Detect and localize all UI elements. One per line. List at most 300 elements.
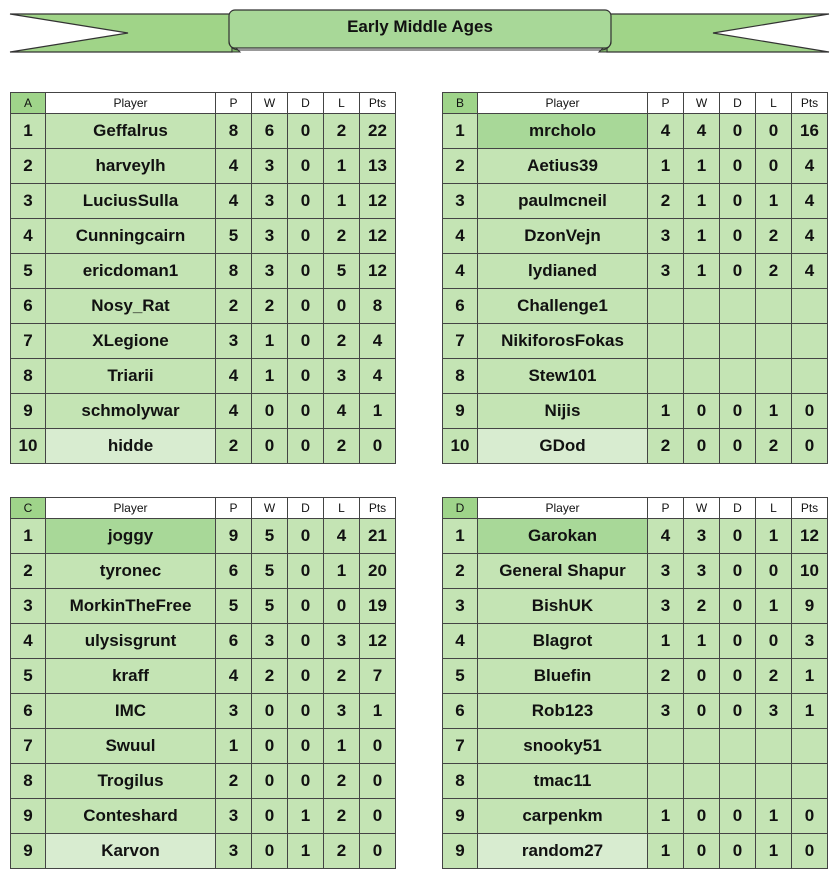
losses-cell: 4 <box>324 519 360 554</box>
title-banner <box>0 0 839 64</box>
col-player-header: Player <box>46 498 216 519</box>
rank-cell: 6 <box>443 289 478 324</box>
played-cell <box>648 359 684 394</box>
player-name: NikiforosFokas <box>478 324 648 359</box>
rank-cell: 4 <box>11 219 46 254</box>
player-name: hidde <box>46 429 216 464</box>
col-p-header: P <box>648 93 684 114</box>
rank-cell: 9 <box>443 394 478 429</box>
losses-cell: 3 <box>324 694 360 729</box>
played-cell <box>648 289 684 324</box>
group-letter: B <box>443 93 478 114</box>
rank-cell: 4 <box>443 624 478 659</box>
col-d-header: D <box>288 93 324 114</box>
points-cell: 4 <box>792 149 828 184</box>
points-cell: 1 <box>360 394 396 429</box>
rank-cell: 10 <box>11 429 46 464</box>
played-cell: 6 <box>216 624 252 659</box>
draws-cell: 0 <box>288 184 324 219</box>
wins-cell: 0 <box>252 729 288 764</box>
played-cell: 3 <box>648 254 684 289</box>
table-row <box>443 659 828 694</box>
points-cell: 1 <box>792 694 828 729</box>
points-cell: 4 <box>792 184 828 219</box>
wins-cell: 3 <box>252 254 288 289</box>
rank-cell: 3 <box>443 184 478 219</box>
table-row <box>443 289 828 324</box>
table-row <box>443 554 828 589</box>
player-name: ulysisgrunt <box>46 624 216 659</box>
col-player-header: Player <box>478 93 648 114</box>
player-name: Rob123 <box>478 694 648 729</box>
table-row <box>11 624 396 659</box>
played-cell: 9 <box>216 519 252 554</box>
draws-cell: 0 <box>288 394 324 429</box>
points-cell: 12 <box>360 624 396 659</box>
col-l-header: L <box>324 498 360 519</box>
played-cell: 2 <box>216 289 252 324</box>
losses-cell: 1 <box>756 834 792 869</box>
rank-cell: 10 <box>443 429 478 464</box>
played-cell <box>648 729 684 764</box>
draws-cell: 0 <box>720 219 756 254</box>
player-name: harveylh <box>46 149 216 184</box>
wins-cell: 2 <box>684 589 720 624</box>
played-cell <box>648 324 684 359</box>
table-row <box>443 149 828 184</box>
player-name: snooky51 <box>478 729 648 764</box>
col-p-header: P <box>216 498 252 519</box>
player-name: paulmcneil <box>478 184 648 219</box>
header-row <box>11 498 396 519</box>
wins-cell: 3 <box>252 219 288 254</box>
played-cell: 8 <box>216 114 252 149</box>
table-row <box>443 799 828 834</box>
points-cell: 10 <box>792 554 828 589</box>
header-row <box>443 498 828 519</box>
losses-cell: 2 <box>756 219 792 254</box>
table-row <box>443 589 828 624</box>
draws-cell: 0 <box>288 764 324 799</box>
wins-cell: 6 <box>252 114 288 149</box>
played-cell: 5 <box>216 589 252 624</box>
points-cell: 3 <box>792 624 828 659</box>
rank-cell: 2 <box>11 554 46 589</box>
table-row <box>443 694 828 729</box>
table-row <box>11 764 396 799</box>
losses-cell: 0 <box>756 114 792 149</box>
col-d-header: D <box>720 93 756 114</box>
wins-cell: 3 <box>684 554 720 589</box>
rank-cell: 6 <box>11 289 46 324</box>
losses-cell: 0 <box>756 624 792 659</box>
player-name: Aetius39 <box>478 149 648 184</box>
losses-cell <box>756 359 792 394</box>
player-name: Blagrot <box>478 624 648 659</box>
player-name: ericdoman1 <box>46 254 216 289</box>
played-cell: 4 <box>216 184 252 219</box>
played-cell: 1 <box>648 834 684 869</box>
table-row <box>11 589 396 624</box>
draws-cell: 0 <box>288 359 324 394</box>
points-cell: 1 <box>360 694 396 729</box>
table-row <box>443 324 828 359</box>
losses-cell: 2 <box>324 324 360 359</box>
played-cell: 3 <box>216 694 252 729</box>
wins-cell: 1 <box>684 184 720 219</box>
losses-cell: 2 <box>324 429 360 464</box>
played-cell: 1 <box>648 799 684 834</box>
draws-cell <box>720 359 756 394</box>
table-row <box>11 254 396 289</box>
player-name: kraff <box>46 659 216 694</box>
player-name: DzonVejn <box>478 219 648 254</box>
rank-cell: 8 <box>11 359 46 394</box>
draws-cell: 0 <box>288 519 324 554</box>
wins-cell: 1 <box>684 254 720 289</box>
losses-cell: 1 <box>324 184 360 219</box>
losses-cell <box>756 764 792 799</box>
draws-cell: 0 <box>720 694 756 729</box>
table-row <box>443 834 828 869</box>
played-cell: 3 <box>648 554 684 589</box>
col-p-header: P <box>648 498 684 519</box>
player-name: schmolywar <box>46 394 216 429</box>
col-p-header: P <box>216 93 252 114</box>
wins-cell: 0 <box>252 799 288 834</box>
losses-cell: 2 <box>756 659 792 694</box>
col-pts-header: Pts <box>792 93 828 114</box>
points-cell: 8 <box>360 289 396 324</box>
points-cell <box>792 729 828 764</box>
draws-cell: 0 <box>720 149 756 184</box>
losses-cell: 3 <box>324 624 360 659</box>
wins-cell: 3 <box>252 624 288 659</box>
player-name: Challenge1 <box>478 289 648 324</box>
player-name: Triarii <box>46 359 216 394</box>
player-name: BishUK <box>478 589 648 624</box>
losses-cell: 1 <box>324 729 360 764</box>
losses-cell: 1 <box>756 519 792 554</box>
losses-cell <box>756 729 792 764</box>
draws-cell <box>720 764 756 799</box>
rank-cell: 2 <box>443 554 478 589</box>
player-name: tyronec <box>46 554 216 589</box>
col-l-header: L <box>756 498 792 519</box>
draws-cell: 0 <box>720 834 756 869</box>
draws-cell: 0 <box>288 729 324 764</box>
wins-cell: 2 <box>252 659 288 694</box>
draws-cell: 0 <box>720 589 756 624</box>
losses-cell: 0 <box>756 554 792 589</box>
draws-cell: 1 <box>288 834 324 869</box>
wins-cell: 3 <box>252 184 288 219</box>
played-cell: 2 <box>216 764 252 799</box>
group-d-table <box>442 497 828 869</box>
points-cell: 20 <box>360 554 396 589</box>
table-row <box>11 149 396 184</box>
played-cell: 1 <box>648 394 684 429</box>
draws-cell: 0 <box>288 429 324 464</box>
table-row <box>11 694 396 729</box>
player-name: Geffalrus <box>46 114 216 149</box>
points-cell: 16 <box>792 114 828 149</box>
points-cell: 1 <box>792 659 828 694</box>
rank-cell: 7 <box>443 324 478 359</box>
table-row <box>11 429 396 464</box>
table-row <box>443 114 828 149</box>
draws-cell: 0 <box>288 289 324 324</box>
losses-cell: 0 <box>324 589 360 624</box>
points-cell: 0 <box>360 834 396 869</box>
wins-cell: 0 <box>252 694 288 729</box>
points-cell: 4 <box>360 324 396 359</box>
col-w-header: W <box>684 498 720 519</box>
rank-cell: 8 <box>443 764 478 799</box>
losses-cell: 2 <box>324 799 360 834</box>
draws-cell: 1 <box>288 799 324 834</box>
losses-cell <box>756 324 792 359</box>
losses-cell: 1 <box>756 589 792 624</box>
losses-cell: 1 <box>756 394 792 429</box>
draws-cell: 0 <box>720 429 756 464</box>
draws-cell <box>720 289 756 324</box>
rank-cell: 4 <box>443 219 478 254</box>
points-cell: 12 <box>360 219 396 254</box>
draws-cell: 0 <box>720 554 756 589</box>
points-cell: 0 <box>792 429 828 464</box>
points-cell: 21 <box>360 519 396 554</box>
table-row <box>443 624 828 659</box>
col-l-header: L <box>324 93 360 114</box>
losses-cell: 5 <box>324 254 360 289</box>
draws-cell: 0 <box>288 659 324 694</box>
col-d-header: D <box>288 498 324 519</box>
player-name: LuciusSulla <box>46 184 216 219</box>
draws-cell: 0 <box>288 554 324 589</box>
points-cell: 22 <box>360 114 396 149</box>
points-cell: 4 <box>792 254 828 289</box>
player-name: Nijis <box>478 394 648 429</box>
player-name: carpenkm <box>478 799 648 834</box>
player-name: mrcholo <box>478 114 648 149</box>
wins-cell: 4 <box>684 114 720 149</box>
draws-cell: 0 <box>720 624 756 659</box>
played-cell: 4 <box>216 394 252 429</box>
wins-cell: 2 <box>252 289 288 324</box>
draws-cell: 0 <box>720 254 756 289</box>
rank-cell: 8 <box>443 359 478 394</box>
rank-cell: 4 <box>11 624 46 659</box>
table-row <box>11 324 396 359</box>
group-c-table <box>10 497 396 869</box>
draws-cell: 0 <box>720 184 756 219</box>
rank-cell: 3 <box>11 184 46 219</box>
group-letter: D <box>443 498 478 519</box>
group-letter: C <box>11 498 46 519</box>
table-row <box>443 764 828 799</box>
draws-cell <box>720 324 756 359</box>
group-b-table <box>442 92 828 464</box>
points-cell: 19 <box>360 589 396 624</box>
draws-cell: 0 <box>720 659 756 694</box>
table-row <box>443 394 828 429</box>
played-cell: 3 <box>216 324 252 359</box>
draws-cell <box>720 729 756 764</box>
table-row <box>11 554 396 589</box>
draws-cell: 0 <box>720 114 756 149</box>
group-letter: A <box>11 93 46 114</box>
rank-cell: 5 <box>11 659 46 694</box>
player-name: Garokan <box>478 519 648 554</box>
played-cell: 6 <box>216 554 252 589</box>
table-row <box>11 729 396 764</box>
played-cell: 3 <box>648 589 684 624</box>
draws-cell: 0 <box>288 694 324 729</box>
points-cell: 12 <box>792 519 828 554</box>
table-row <box>11 519 396 554</box>
rank-cell: 1 <box>11 114 46 149</box>
points-cell: 0 <box>360 799 396 834</box>
wins-cell <box>684 729 720 764</box>
player-name: Stew101 <box>478 359 648 394</box>
player-name: joggy <box>46 519 216 554</box>
points-cell <box>792 289 828 324</box>
table-row <box>443 519 828 554</box>
wins-cell <box>684 764 720 799</box>
group-a-table <box>10 92 396 464</box>
played-cell: 4 <box>648 519 684 554</box>
wins-cell: 1 <box>684 624 720 659</box>
page-title: Early Middle Ages <box>347 17 493 36</box>
rank-cell: 6 <box>443 694 478 729</box>
points-cell <box>792 324 828 359</box>
rank-cell: 7 <box>443 729 478 764</box>
points-cell: 4 <box>792 219 828 254</box>
wins-cell: 0 <box>684 799 720 834</box>
col-w-header: W <box>684 93 720 114</box>
draws-cell: 0 <box>288 219 324 254</box>
losses-cell <box>756 289 792 324</box>
player-name: General Shapur <box>478 554 648 589</box>
table-row <box>443 219 828 254</box>
played-cell: 8 <box>216 254 252 289</box>
losses-cell: 2 <box>756 429 792 464</box>
table-row <box>11 834 396 869</box>
rank-cell: 7 <box>11 324 46 359</box>
player-name: MorkinTheFree <box>46 589 216 624</box>
player-name: Nosy_Rat <box>46 289 216 324</box>
losses-cell: 2 <box>324 764 360 799</box>
wins-cell: 0 <box>252 764 288 799</box>
player-name: XLegione <box>46 324 216 359</box>
played-cell: 3 <box>648 219 684 254</box>
played-cell: 2 <box>648 659 684 694</box>
player-name: Swuul <box>46 729 216 764</box>
wins-cell: 1 <box>684 219 720 254</box>
draws-cell: 0 <box>288 624 324 659</box>
played-cell: 2 <box>648 184 684 219</box>
points-cell: 7 <box>360 659 396 694</box>
rank-cell: 2 <box>443 149 478 184</box>
draws-cell: 0 <box>720 394 756 429</box>
table-row <box>11 394 396 429</box>
played-cell: 2 <box>648 429 684 464</box>
points-cell: 0 <box>360 429 396 464</box>
played-cell: 3 <box>648 694 684 729</box>
points-cell: 0 <box>792 799 828 834</box>
played-cell: 4 <box>216 659 252 694</box>
rank-cell: 3 <box>443 589 478 624</box>
rank-cell: 9 <box>11 834 46 869</box>
points-cell: 0 <box>360 764 396 799</box>
wins-cell: 0 <box>252 394 288 429</box>
played-cell: 4 <box>216 149 252 184</box>
wins-cell: 0 <box>684 394 720 429</box>
losses-cell: 3 <box>756 694 792 729</box>
wins-cell: 1 <box>252 324 288 359</box>
player-name: IMC <box>46 694 216 729</box>
table-row <box>443 184 828 219</box>
losses-cell: 1 <box>756 799 792 834</box>
header-row <box>443 93 828 114</box>
losses-cell: 0 <box>756 149 792 184</box>
wins-cell: 0 <box>252 429 288 464</box>
table-row <box>443 729 828 764</box>
rank-cell: 9 <box>11 394 46 429</box>
losses-cell: 2 <box>324 114 360 149</box>
points-cell: 0 <box>792 834 828 869</box>
rank-cell: 6 <box>11 694 46 729</box>
points-cell: 12 <box>360 254 396 289</box>
player-name: lydianed <box>478 254 648 289</box>
rank-cell: 1 <box>443 114 478 149</box>
rank-cell: 5 <box>443 659 478 694</box>
table-row <box>11 289 396 324</box>
table-row <box>11 659 396 694</box>
player-name: Karvon <box>46 834 216 869</box>
played-cell: 1 <box>648 149 684 184</box>
losses-cell: 1 <box>324 149 360 184</box>
losses-cell: 1 <box>756 184 792 219</box>
wins-cell: 5 <box>252 554 288 589</box>
player-name: GDod <box>478 429 648 464</box>
points-cell: 0 <box>360 729 396 764</box>
wins-cell: 1 <box>252 359 288 394</box>
table-row <box>11 219 396 254</box>
rank-cell: 8 <box>11 764 46 799</box>
draws-cell: 0 <box>720 799 756 834</box>
draws-cell: 0 <box>288 324 324 359</box>
losses-cell: 2 <box>756 254 792 289</box>
table-row <box>11 114 396 149</box>
wins-cell: 5 <box>252 589 288 624</box>
rank-cell: 3 <box>11 589 46 624</box>
draws-cell: 0 <box>720 519 756 554</box>
points-cell: 0 <box>792 394 828 429</box>
player-name: random27 <box>478 834 648 869</box>
losses-cell: 2 <box>324 834 360 869</box>
points-cell <box>792 359 828 394</box>
table-row <box>443 254 828 289</box>
draws-cell: 0 <box>288 589 324 624</box>
table-row <box>11 799 396 834</box>
col-player-header: Player <box>46 93 216 114</box>
col-pts-header: Pts <box>360 93 396 114</box>
wins-cell: 0 <box>252 834 288 869</box>
played-cell: 2 <box>216 429 252 464</box>
wins-cell: 0 <box>684 694 720 729</box>
